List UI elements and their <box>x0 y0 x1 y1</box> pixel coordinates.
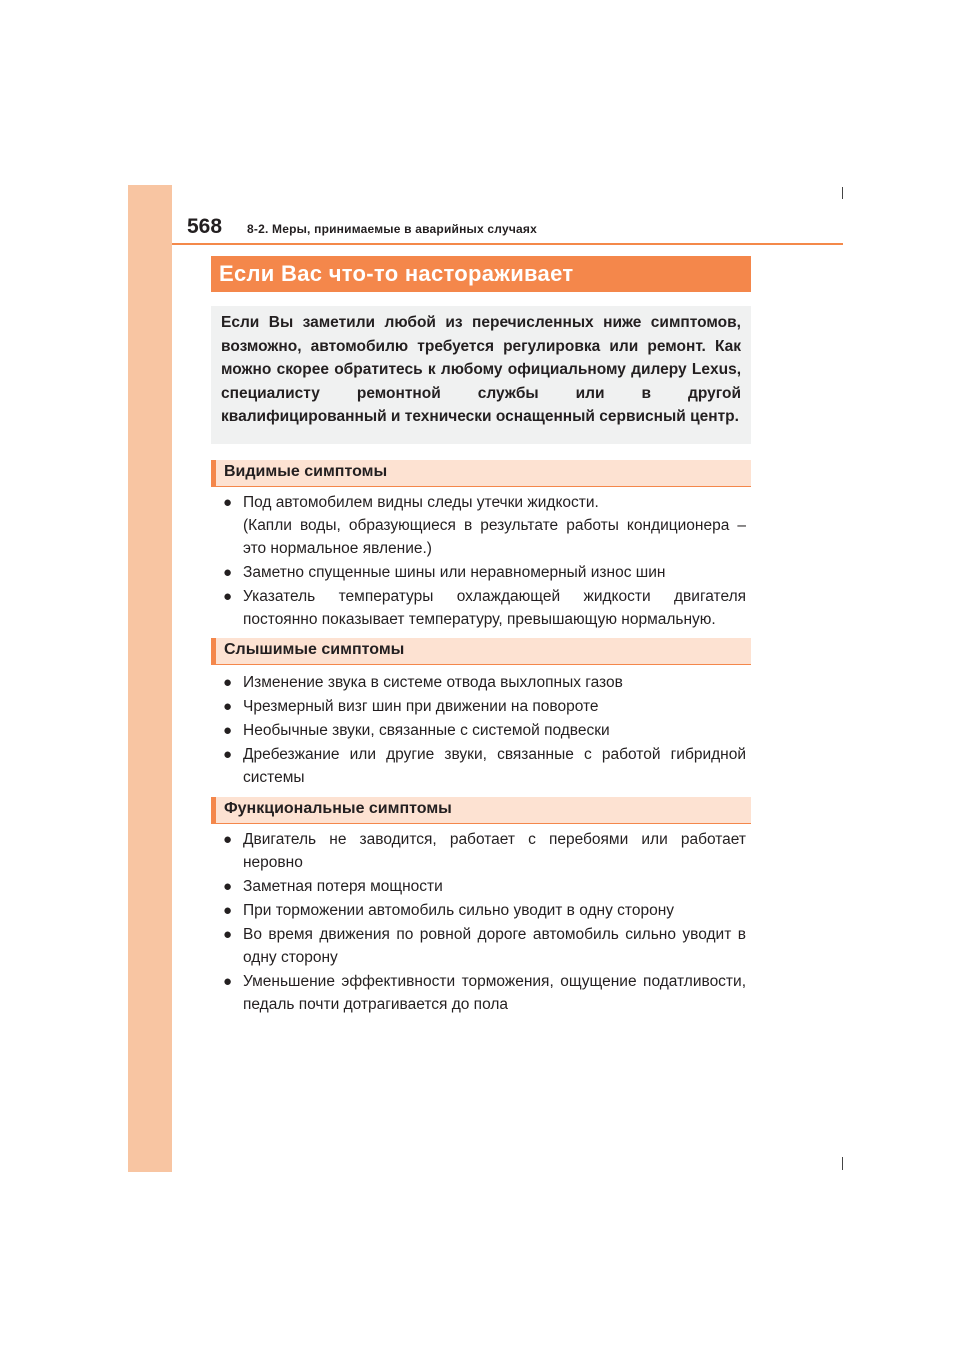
bullet-icon: ● <box>223 831 233 848</box>
bullet-icon: ● <box>223 878 233 895</box>
list-item: ● Изменение звука в системе отвода выхлопных газов <box>222 671 746 694</box>
list-item: ● Двигатель не заводится, работает с перебоями или работает неровно <box>222 828 746 874</box>
bullet-icon: ● <box>223 926 233 943</box>
bullet-icon: ● <box>223 973 233 990</box>
list-item: ● При торможении автомобиль сильно уводит в одну сторону <box>222 899 746 922</box>
list-item: ● Необычные звуки, связанные с системой подвески <box>222 719 746 742</box>
visible-symptoms-list <box>222 491 746 632</box>
list-item: ● Заметно спущенные шины или неравномерный износ шин <box>222 561 746 584</box>
list-item: ● Уменьшение эффективности торможения, ощущение податливости, педаль почти дотрагивается до пола <box>222 970 746 1016</box>
bullet-icon: ● <box>223 902 233 919</box>
list-item: ● Указатель температуры охлаждающей жидкости двигателя постоянно показывает температуру, превышающую нормальную. <box>222 585 746 631</box>
bullet-icon: ● <box>223 588 233 605</box>
section-reference: 8-2. Меры, принимаемые в аварийных случаях <box>247 222 537 236</box>
crop-mark-top <box>842 187 843 199</box>
section-heading-functional: Функциональные симптомы <box>211 797 751 824</box>
crop-mark-bottom <box>842 1157 843 1170</box>
page-number: 568 <box>187 215 223 238</box>
header-rule <box>172 243 843 245</box>
intro-text: Если Вы заметили любой из перечисленных ниже симптомов, возможно, автомобилю требуется регулировка или ремонт. Как можно скорее обратитесь к любому официальному дилеру Lexus, специалисту ремонтной службы или в другой квалифицированный и технически оснащенный сервисный центр. <box>211 306 751 444</box>
bullet-icon: ● <box>223 674 233 691</box>
bullet-icon: ● <box>223 722 233 739</box>
bullet-icon: ● <box>223 564 233 581</box>
functional-symptoms-list <box>222 828 746 1017</box>
bullet-icon: ● <box>223 698 233 715</box>
list-item: ● Дребезжание или другие звуки, связанные с работой гибридной системы <box>222 743 746 789</box>
list-item: ● Чрезмерный визг шин при движении на повороте <box>222 695 746 718</box>
section-heading-visible: Видимые симптомы <box>211 460 751 487</box>
audible-symptoms-list <box>222 671 746 790</box>
side-tab-strip <box>128 185 172 1172</box>
list-item: ● Под автомобилем видны следы утечки жидкости. (Капли воды, образующиеся в результате работы кондиционера – это нормальное явление.) <box>222 491 746 560</box>
list-item: ● Заметная потеря мощности <box>222 875 746 898</box>
page-title: Если Вас что-то настораживает <box>211 256 751 292</box>
list-item: ● Во время движения по ровной дороге автомобиль сильно уводит в одну сторону <box>222 923 746 969</box>
section-heading-audible: Слышимые симптомы <box>211 638 751 665</box>
bullet-icon: ● <box>223 746 233 763</box>
bullet-icon: ● <box>223 494 233 511</box>
